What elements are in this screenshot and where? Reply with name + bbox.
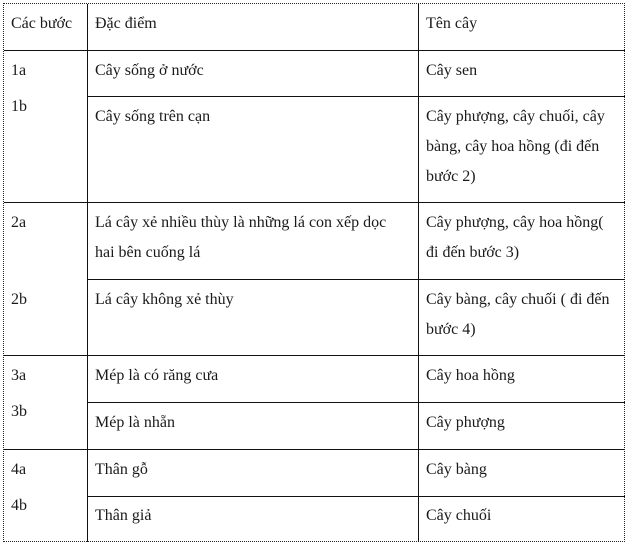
column-divider-1 (87, 4, 88, 542)
feature-2b: Lá cây không xẻ thùy (95, 291, 234, 308)
plant-2a-line-1: Cây phượng, cây hoa hồng( (426, 214, 604, 231)
row-divider-2 (87, 279, 625, 280)
group-divider-1 (4, 202, 625, 203)
group-divider-2 (4, 355, 625, 356)
header-step: Các bước (11, 15, 73, 32)
plant-1b-line-1: Cây phượng, cây chuối, cây (426, 108, 605, 125)
step-4a: 4a (11, 461, 27, 478)
plant-1a: Cây sen (426, 62, 478, 79)
feature-1b: Cây sống trên cạn (95, 108, 211, 125)
plant-1b-line-2: bàng, cây hoa hồng (đi đến (426, 138, 600, 155)
column-divider-2 (418, 4, 419, 542)
step-3a: 3a (11, 367, 27, 384)
feature-3a: Mép là có răng cưa (95, 367, 219, 384)
plant-3b: Cây phượng (426, 414, 505, 431)
plant-1b-line-3: bước 2) (426, 168, 476, 185)
header-plant: Tên cây (426, 15, 478, 32)
feature-1a: Cây sống ở nước (95, 62, 204, 79)
feature-4b: Thân giả (95, 507, 152, 524)
header-feature: Đặc điểm (95, 15, 157, 32)
feature-2a-line-2: hai bên cuống lá (95, 244, 201, 261)
plant-2b-line-1: Cây bàng, cây chuối ( đi đến (426, 291, 610, 308)
plant-3a: Cây hoa hồng (426, 367, 515, 384)
step-1b: 1b (11, 98, 27, 115)
plant-4a: Cây bàng (426, 461, 487, 478)
plant-4b: Cây chuối (426, 507, 492, 524)
step-2a: 2a (11, 214, 27, 231)
plant-2b-line-2: bước 4) (426, 321, 476, 338)
feature-3b: Mép là nhẵn (95, 414, 175, 431)
row-divider-3 (87, 402, 625, 403)
header-divider (4, 50, 625, 51)
feature-4a: Thân gỗ (95, 461, 148, 478)
feature-2a-line-1: Lá cây xẻ nhiều thùy là những lá con xếp dọc (95, 214, 387, 231)
step-3b: 3b (11, 403, 27, 420)
plant-2a-line-2: đi đến bước 3) (426, 244, 520, 261)
step-4b: 4b (11, 497, 27, 514)
group-divider-3 (4, 449, 625, 450)
step-2b: 2b (11, 291, 27, 308)
row-divider-1 (87, 96, 625, 97)
row-divider-4 (87, 496, 625, 497)
step-1a: 1a (11, 62, 27, 79)
